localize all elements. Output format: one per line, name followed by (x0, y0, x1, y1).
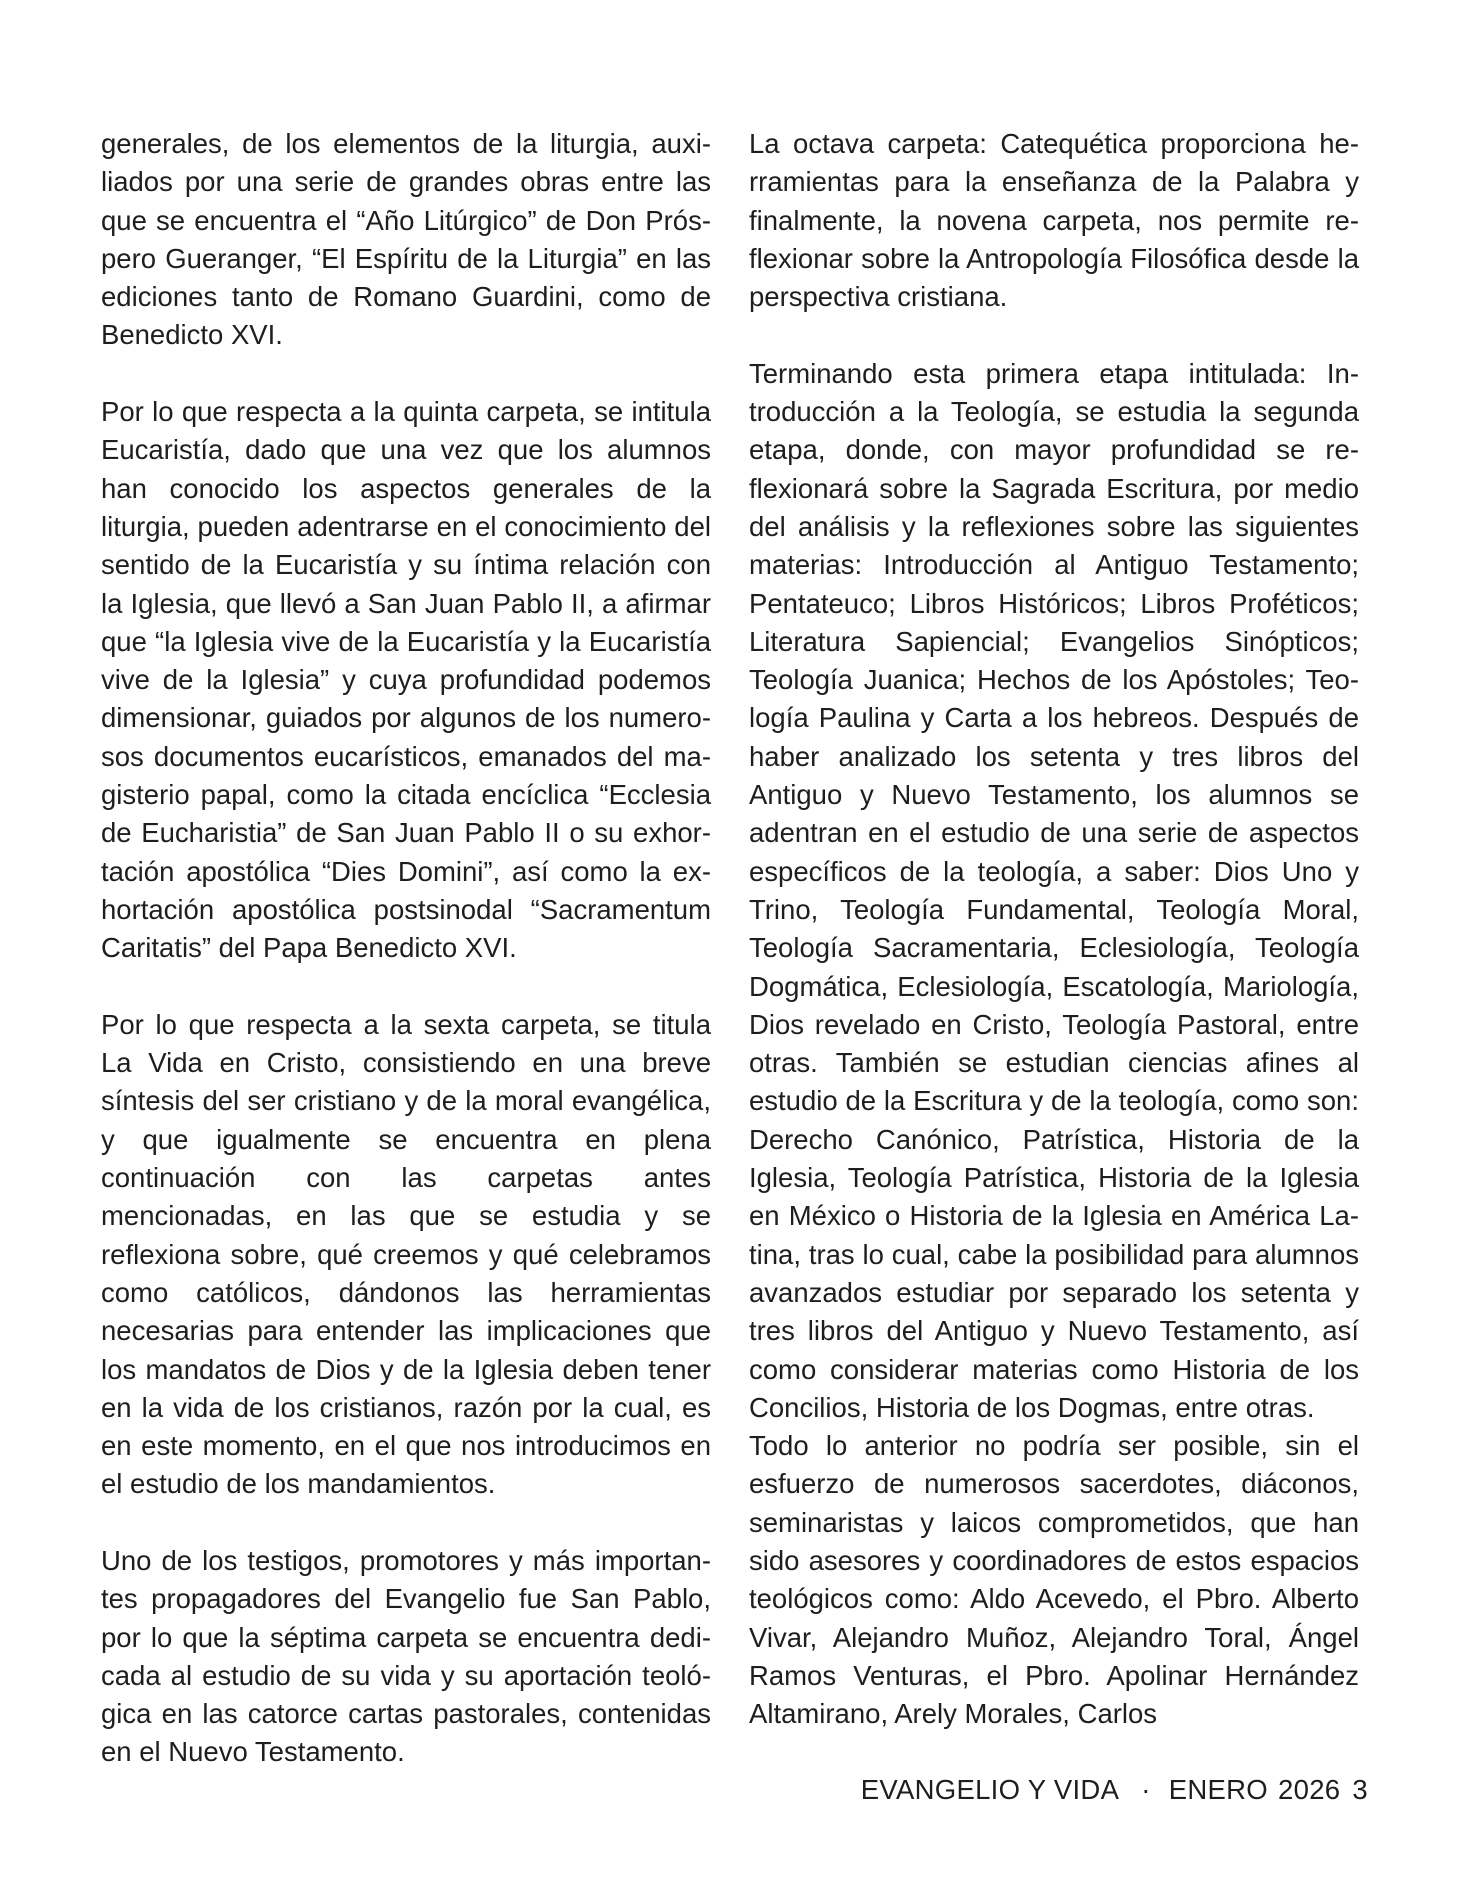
issue-month: ENERO (1168, 1774, 1268, 1805)
footer-separator: · (1141, 1774, 1151, 1805)
issue-year: 2026 (1278, 1774, 1341, 1805)
body-paragraph: Por lo que respecta a la sexta carpeta, se titula La Vida en Cristo, consistiendo en una breve síntesis del ser cristiano y de la moral evangélica, y que igualmente se encuentra en plena continuación con las carpetas antes mencionadas, en las que se estudia y se reflexiona sobre, qué creemos y qué celebramos como católicos, dándonos las herramientas necesarias para entender las implicaciones que los mandatos de Dios y de la Iglesia deben tener en la vida de los cristianos, razón por la cual, es en este momento, en el que nos introducimos en el estudio de los mandamientos. (101, 1008, 711, 1500)
body-paragraph: Todo lo anterior no podría ser posible, sin el esfuerzo de numerosos sacerdotes, diáconos, seminaristas y laicos comprometidos, que han sido asesores y coordinadores de estos espacios teológicos como: Aldo Acevedo, el Pbro. Alberto Vivar, Alejandro Muñoz, Alejandro Toral, Ángel Ramos Venturas, el Pbro. Apolinar Hernández Altamirano, Arely Morales, Carlos (749, 1430, 1359, 1730)
body-paragraph: Terminando esta primera etapa intitulada: Introducción a la Teología, se estudia la segunda etapa, donde, con mayor profundidad se reflexionará sobre la Sagrada Escritura, por medio del análisis y la reflexiones sobre las siguientes materias: Introducción al Antiguo Testamento; Pentateuco; Libros Históricos; Libros Proféticos; Literatura Sapiencial; Evangelios Sinópticos; Teología Juanica; Hechos de los Apóstoles; Teología Paulina y Carta a los hebreos. Después de haber analizado los setenta y tres libros del Antiguo y Nuevo Testamento, los alumnos se adentran en el estudio de una serie de aspectos específicos de la teología, a saber: Dios Uno y Trino, Teología Fundamental, Teología Moral, Teología Sacramentaria, Eclesiología, Teología Dogmática, Eclesiología, Escatología, Mariología, Dios revelado en Cristo, Teología Pastoral, entre otras. También se estudian ciencias afines al estudio de la Escritura y de la teología, como son: Derecho Canónico, Patrística, Historia de la Iglesia, Teología Patrística, Historia de la Iglesia en México o Historia de la Iglesia en América Latina, tras lo cual, cabe la posibilidad para alumnos avanzados estudiar por separado los setenta y tres libros del Antiguo y Nuevo Testamento, así como considerar materias como Historia de los Concilios, Historia de los Dogmas, entre otras. (749, 357, 1359, 1423)
right-column (749, 125, 1359, 1733)
body-paragraph: Uno de los testigos, promotores y más importantes propagadores del Evangelio fue San Pablo, por lo que la séptima carpeta se encuentra dedicada al estudio de su vida y su aportación teológica en las catorce cartas pastorales, contenidas en el Nuevo Testamento. (101, 1544, 711, 1768)
page-number: 3 (1352, 1774, 1368, 1805)
body-paragraph: La octava carpeta: Catequética proporciona herramientas para la enseñanza de la Palabra y finalmente, la novena carpeta, nos permite reflexionar sobre la Antropología Filosófica desde la perspectiva cristiana. (749, 128, 1359, 313)
publication-title: EVANGELIO Y VIDA (860, 1774, 1120, 1805)
page-footer (861, 1772, 1368, 1808)
left-column (101, 125, 711, 1772)
body-paragraph: generales, de los elementos de la liturgia, auxiliados por una serie de grandes obras entre las que se encuentra el “Año Litúrgico” de Don Próspero Gueranger, “El Espíritu de la Liturgia” en las ediciones tanto de Romano Guardini, como de Benedicto XVI. (101, 128, 711, 351)
body-paragraph: Por lo que respecta a la quinta carpeta, se intitula Eucaristía, dado que una vez que los alumnos han conocido los aspectos generales de la liturgia, pueden adentrarse en el conocimiento del sentido de la Eucaristía y su íntima relación con la Iglesia, que llevó a San Juan Pablo II, a afirmar que “la Iglesia vive de la Eucaristía y la Eucaristía vive de la Iglesia” y cuya profundidad podemos dimensionar, guiados por algunos de los numerosos documentos eucarísticos, emanados del magisterio papal, como la citada encíclica “Ecclesia de Eucharistia” de San Juan Pablo II o su exhortación apostólica “Dies Domini”, así como la exhortación apostólica postsinodal “Sacramentum Caritatis” del Papa Benedicto XVI. (101, 396, 711, 964)
